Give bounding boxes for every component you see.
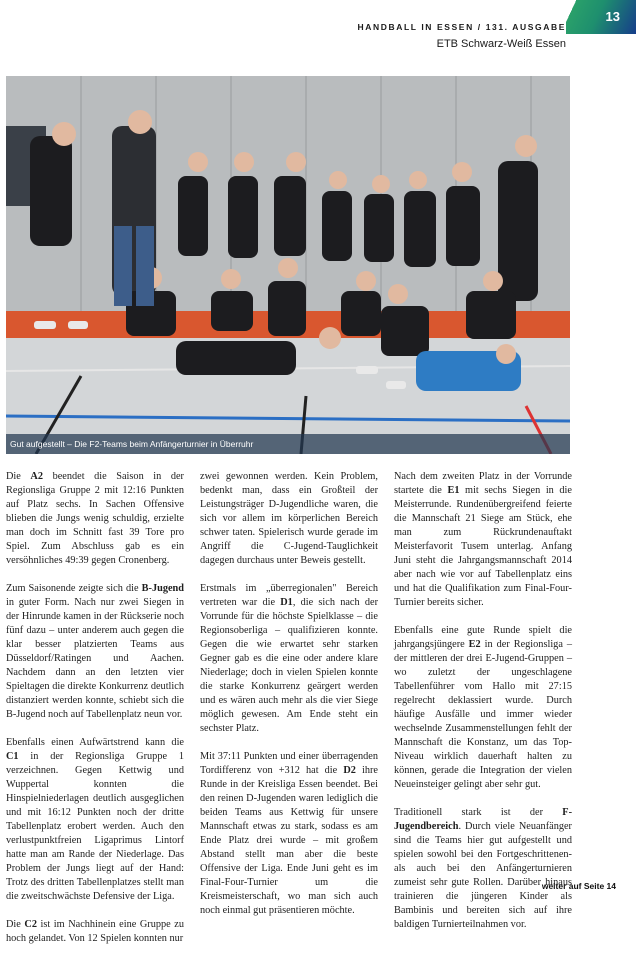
paragraph-c1: Ebenfalls einen Aufwärtstrend kann die C1 in der Regionsliga Gruppe 1 verzeichnen. Gegen Kettwig und Wuppertal konnten die Hinspielniederlagen deutlich ausgeglichen und mit 16:12 Punkten noch der dritte Tabellenplatz erobert werden. Auch den verlustpunktfreien Ligaprimus Lintorf hatte man am Rande der Niederlage. Das Problem der Jungs liegt auf der Hand: Trotz des dritten Tabellenplatzes stellt man die zweitschwächste Defensive der Liga. (6, 737, 184, 902)
text-column-2 (200, 470, 378, 932)
paragraph-c2-cont: zwei gewonnen werden. Kein Problem, bedenkt man, dass ein Großteil der Leistungsträger D-Jugendliche waren, die sich vor allem im körperlichen Bereich schwer taten. Spielerisch wurde gerade im Angriff die C-Jugend-Tauglichkeit dagegen durchaus unter Beweis gestellt. (200, 471, 378, 566)
paragraph-d2: Mit 37:11 Punkten und einer überragenden Tordifferenz von +312 hat die D2 ihre Runde in der Kreisliga Essen beendet. Bei den reinen D-Jugenden waren lediglich die beiden Teams aus Kettwig für unsere Mannschaft etwas zu stark, sodass es am Ende Platz drei wurde – mit großem Abstand stellt man aber die beste Offensive der Liga. Ende Juni geht es im Final-Four-Turnier um die Kreismeisterschaft, wo man sich auch noch einmal gut präsentieren möchte. (200, 751, 378, 916)
text-column-1 (6, 470, 184, 960)
page-header (0, 0, 636, 62)
text-column-3 (394, 470, 572, 946)
paragraph-c2: Die C2 ist im Nachhinein eine Gruppe zu hoch gelandet. Von 12 Spielen konnten nur (6, 919, 184, 944)
club-name: ETB Schwarz-Weiß Essen (436, 38, 566, 50)
team-e2: E2 (468, 639, 481, 650)
team-c1: C1 (6, 751, 19, 762)
paragraph-d1: Erstmals im „überregionalen" Bereich vertreten war die D1, die sich nach der Vorrunde für die höchste Spielklasse – die Regionsoberliga – qualifizieren konnte. Gegen die wie erwartet sehr starken Gegner gab es die eine oder andere klare Niederlage; doch in vielen Spielen konnte die starke Konkurrenz geärgert werden und es wären auch mehr als die vier Siege möglich gewesen. Am Ende steht ein sechster Platz. (200, 583, 378, 734)
page-number-badge (566, 0, 636, 34)
magazine-title: HANDBALL IN ESSEN / 131. AUSGABE (357, 22, 566, 32)
paragraph-f-jugend: Traditionell stark ist der F-Jugendbereich. Durch viele Neuanfänger sind die Teams hier gut aufgestellt und spielen sowohl bei den Fortgeschrittenen- als auch bei den Anfängerturnieren zumeist sehr gute Rollen. Darüber hinaus trainieren die jüngeren Kinder als Bambinis und bereiten sich auf ihre baldigen Turnierteilnahmen vor. (394, 807, 572, 930)
paragraph-e2: Ebenfalls eine gute Runde spielt die jahrgangsjüngere E2 in der Regionsliga – der mittleren der drei E-Jugend-Gruppen – wo zuletzt der ungeschlagene Tabellenführer vom Hallo mit 27:15 regelrecht deklassiert wurde. Durch häufige Ausfälle und immer wieder wechselnde Zusammenstellungen fehlt der Mannschaft die Konstanz, um das Top-Niveau wirklich dauerhaft halten zu können, gerade die Integration der vielen Neueinsteiger gelingt aber sehr gut. (394, 625, 572, 790)
team-f-jugend: F-Jugendbereich (394, 807, 572, 832)
continued-link[interactable]: weiter auf Seite 14 (541, 881, 616, 891)
paragraph-a2: Die A2 beendet die Saison in der Regionsliga Gruppe 2 mit 12:16 Punkten auf Platz sechs. In Sachen Offensive blieben die Jungs wenig schuldig, erzielte man doch im Schnitt fast 39 Tore pro Spiel. Zum Abschluss gab es ein versöhnliches 49:39 gegen Cronenberg. (6, 471, 184, 566)
team-photo-illustration (6, 76, 570, 454)
team-photo (6, 76, 570, 454)
team-a2: A2 (30, 471, 44, 482)
team-d2: D2 (343, 765, 356, 776)
team-c2: C2 (24, 919, 37, 930)
team-e1: E1 (447, 485, 460, 496)
paragraph-e1: Nach dem zweiten Platz in der Vorrunde startete die E1 mit sechs Siegen in die Meisterrunde. Rundenübergreifend feierte die Mannschaft 21 Siege am Stück, ehe man zum Rückrundenauftakt Meisterfavorit Tusem unterlag. Anfang Juni steht die Jahrgangsmannschaft 2014 aber nach wie vor auf Tabellenplatz eins und hat die Qualifikation zum Final-Four-Turnier bereits sicher. (394, 471, 572, 608)
page-number: 13 (605, 9, 620, 24)
paragraph-b-jugend: Zum Saisonende zeigte sich die B-Jugend in guter Form. Nach nur zwei Siegen in der Hinrunde kamen in der Rückserie noch fünf dazu – unter anderem auch gegen die klar besser platzierten Teams aus Düsseldorf/Ratingen und Aachen. Nachdem dann an den letzten vier Spieltagen die direkte Konkurrenz deutlich distanziert werden konnte, schiebt sich die B-Jugend noch auf Tabellenplatz neun vor. (6, 583, 184, 720)
team-d1: D1 (280, 597, 293, 608)
photo-caption: Gut aufgestellt – Die F2-Teams beim Anfängerturnier in Überruhr (6, 434, 570, 454)
team-b-jugend: B-Jugend (141, 583, 184, 594)
